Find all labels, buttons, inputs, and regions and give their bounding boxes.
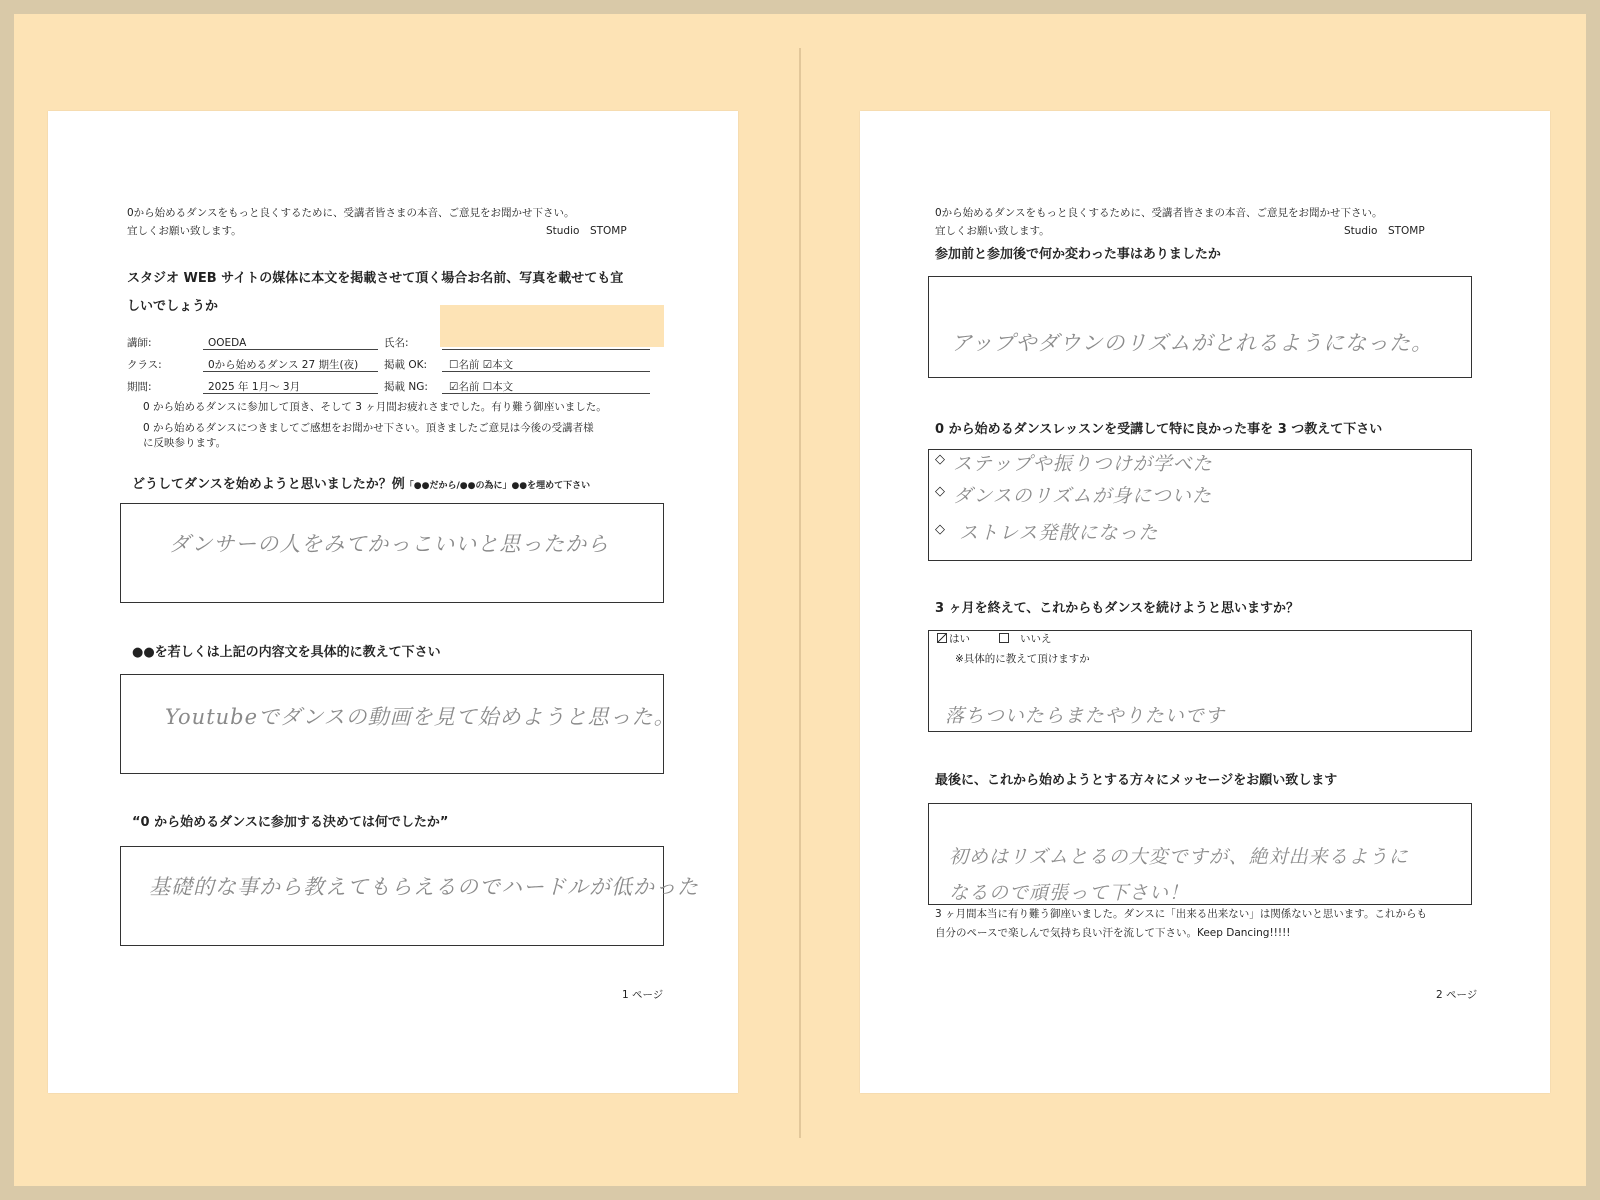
question-3: “0 から始めるダンスに参加する決めては何でしたか” <box>132 815 449 830</box>
intro-line-2: 宜しくお願い致します。 <box>935 225 1050 237</box>
name-underline <box>442 349 650 350</box>
question-4: 参加前と参加後で何か変わった事はありましたか <box>935 247 1221 262</box>
survey-page-2 <box>860 111 1550 1093</box>
answer-4-handwriting: アップやダウンのリズムがとれるようになった。 <box>951 331 1434 355</box>
class-value: 0から始めるダンス 27 期生(夜) <box>208 359 359 371</box>
consent-question-line-1: スタジオ WEB サイトの媒体に本文を掲載させて頂く場合お名前、写真を載せても宜 <box>127 271 624 286</box>
yes-checkbox <box>937 633 947 643</box>
question-5: 0 から始めるダンスレッスンを受講して特に良かった事を 3 つ教えて下さい <box>935 422 1383 437</box>
class-underline <box>203 371 378 372</box>
ok-underline <box>442 371 650 372</box>
redacted-name <box>440 305 664 347</box>
closing-line-1: 3 ヶ月間本当に有り難う御座いました。ダンスに「出来る出来ない」は関係ないと思います。これからも <box>935 908 1427 920</box>
answer-5-box <box>928 449 1472 561</box>
diamond-bullet-icon: ◇ <box>935 484 945 499</box>
answer-7-line-1: 初めはリズムとるの大変ですが、絶対出来るように <box>949 846 1409 868</box>
diamond-bullet-icon: ◇ <box>935 522 945 537</box>
question-1: どうしてダンスを始めようと思いましたか？例「●●だから/●●の為に」●●を埋めて下さい <box>132 477 591 492</box>
answer-5-item-1: ステップや振りつけが学べた <box>953 453 1213 475</box>
answer-4-box <box>928 276 1472 378</box>
answer-6-box <box>928 630 1472 732</box>
publish-ng-label: 掲載 NG: <box>384 381 428 393</box>
request-line-2: に反映参ります。 <box>143 437 227 449</box>
period-label: 期間: <box>127 381 152 393</box>
ng-underline <box>442 393 650 394</box>
publish-ok-label: 掲載 OK: <box>384 359 428 371</box>
answer-1-handwriting: ダンサーの人をみてかっこいいと思ったから <box>169 532 610 556</box>
answer-2-box <box>120 674 676 774</box>
answer-1-box <box>120 503 664 603</box>
answer-3-handwriting: 基礎的な事から教えてもらえるのでハードルが低かった <box>149 875 699 899</box>
instructor-underline <box>203 349 378 350</box>
question-6-sub: ※具体的に教えて頂けますか <box>955 653 1090 665</box>
divider-line <box>799 48 801 1138</box>
intro-line-2: 宜しくお願い致します。 <box>127 225 242 237</box>
answer-7-box <box>928 803 1472 905</box>
question-6: 3 ヶ月を終えて、これからもダンスを続けようと思いますか？ <box>935 601 1300 616</box>
question-1-example: 「●●だから/●●の為に」●●を埋めて下さい <box>404 481 591 491</box>
period-value: 2025 年 1月～ 3月 <box>208 381 301 393</box>
no-checkbox <box>999 633 1009 643</box>
studio-name: Studio STOMP <box>1344 225 1425 237</box>
intro-line-1: 0から始めるダンスをもっと良くするために、受講者皆さまの本音、ご意見をお聞かせ下さい。 <box>127 207 575 219</box>
no-label: いいえ <box>1020 633 1052 645</box>
answer-5-item-2: ダンスのリズムが身についた <box>953 485 1212 507</box>
answer-7-line-2: なるので頑張って下さい！ <box>949 882 1190 904</box>
publish-ng-options: ☑名前 ☐本文 <box>449 381 514 393</box>
answer-5-item-3: ストレス発散になった <box>959 522 1159 544</box>
answer-6-handwriting: 落ちついたらまたやりたいです <box>945 705 1225 727</box>
publish-ok-options: ☐名前 ☑本文 <box>449 359 514 371</box>
thanks-line: 0 から始めるダンスに参加して頂き、そして 3 ヶ月間お疲れさまでした。有り難う御座いました。 <box>143 401 607 413</box>
page-number: 1 ページ <box>622 989 664 1001</box>
yes-label: はい <box>949 633 970 645</box>
instructor-label: 講師: <box>127 337 152 349</box>
continue-choice <box>937 632 1052 646</box>
instructor-value: OOEDA <box>208 337 247 349</box>
survey-page-1 <box>48 111 738 1093</box>
consent-question-line-2: しいでしょうか <box>127 299 219 314</box>
studio-name: Studio STOMP <box>546 225 627 237</box>
closing-line-2: 自分のペースで楽しんで気持ち良い汗を流して下さい。Keep Dancing!!!!! <box>935 927 1291 939</box>
request-line-1: 0 から始めるダンスにつきましてご感想をお聞かせ下さい。頂きましたご意見は今後の受講者様 <box>143 422 594 434</box>
class-label: クラス: <box>127 359 162 371</box>
background-frame <box>14 14 1586 1186</box>
question-7: 最後に、これから始めようとする方々にメッセージをお願い致します <box>935 773 1338 788</box>
diamond-bullet-icon: ◇ <box>935 452 945 467</box>
intro-line-1: 0から始めるダンスをもっと良くするために、受講者皆さまの本音、ご意見をお聞かせ下さい。 <box>935 207 1383 219</box>
name-label: 氏名: <box>384 337 409 349</box>
period-underline <box>203 393 378 394</box>
answer-2-handwriting: Youtubeでダンスの動画を見て始めようと思った。 <box>165 705 676 729</box>
answer-3-box <box>120 846 699 946</box>
page-number: 2 ページ <box>1436 989 1478 1001</box>
question-2: ●●を若しくは上記の内容文を具体的に教えて下さい <box>132 645 441 660</box>
